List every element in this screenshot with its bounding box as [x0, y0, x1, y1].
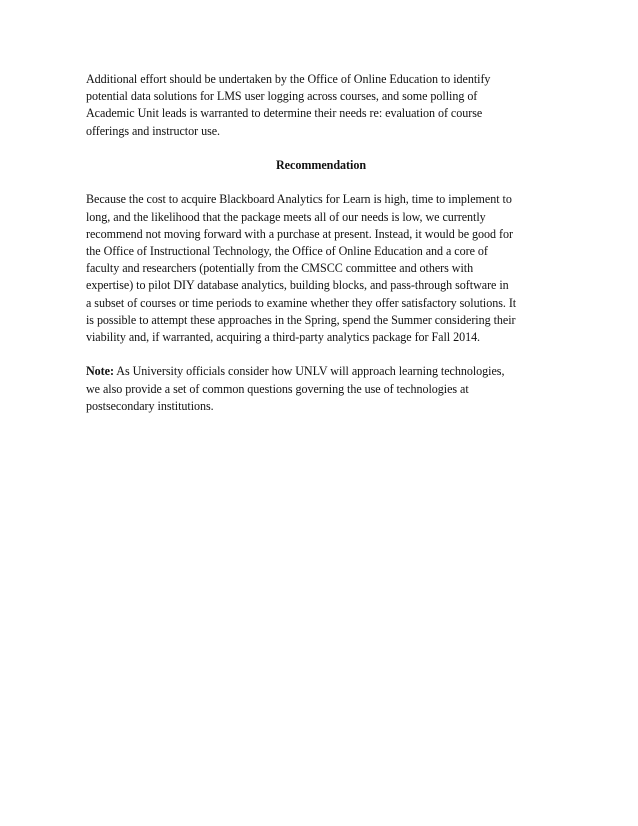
text-line: [86, 363, 556, 380]
text-line: long, and the likelihood that the package meets all of our needs is low, we currently: [86, 209, 486, 224]
text-line: Because the cost to acquire Blackboard Analytics for Learn is high, time to implement to: [86, 192, 512, 207]
text-line: viability and, if warranted, acquiring a third-party analytics package for Fall 2014.: [86, 330, 481, 345]
text-line: recommend not moving forward with a purchase at present. Instead, it would be good for: [86, 226, 513, 241]
text-line: the Office of Instructional Technology, the Office of Online Education and a core of: [86, 244, 488, 258]
text-line: is possible to attempt these approaches in the Spring, spend the Summer considering their: [86, 312, 516, 327]
text-line: Academic Unit leads is warranted to determine their needs re: evaluation of course: [86, 106, 483, 121]
text-line: potential data solutions for LMS user logging across courses, and some polling of: [86, 89, 478, 104]
paragraph-online-education: [86, 71, 556, 140]
paragraph-recommendation: [86, 191, 556, 346]
text-line: faculty and researchers (potentially from the CMSCC committee and others with: [86, 261, 474, 276]
paragraph-note: [86, 363, 556, 415]
document-body: [86, 71, 556, 432]
note-label: Note:: [86, 364, 114, 379]
text-line: we also provide a set of common questions governing the use of technologies at: [86, 381, 469, 396]
text-line: expertise) to pilot DIY database analytics, building blocks, and pass-through software in: [86, 278, 509, 293]
text-line: offerings and instructor use.: [86, 123, 221, 138]
text-line: a subset of courses or time periods to examine whether they offer satisfactory solutions. It: [86, 295, 517, 310]
text-line: Additional effort should be undertaken by the Office of Online Education to identify: [86, 72, 491, 86]
text-line: postsecondary institutions.: [86, 398, 214, 413]
note-text: As University officials consider how UNLV will approach learning technologies,: [113, 364, 505, 379]
section-heading-recommendation: Recommendation: [276, 158, 366, 172]
